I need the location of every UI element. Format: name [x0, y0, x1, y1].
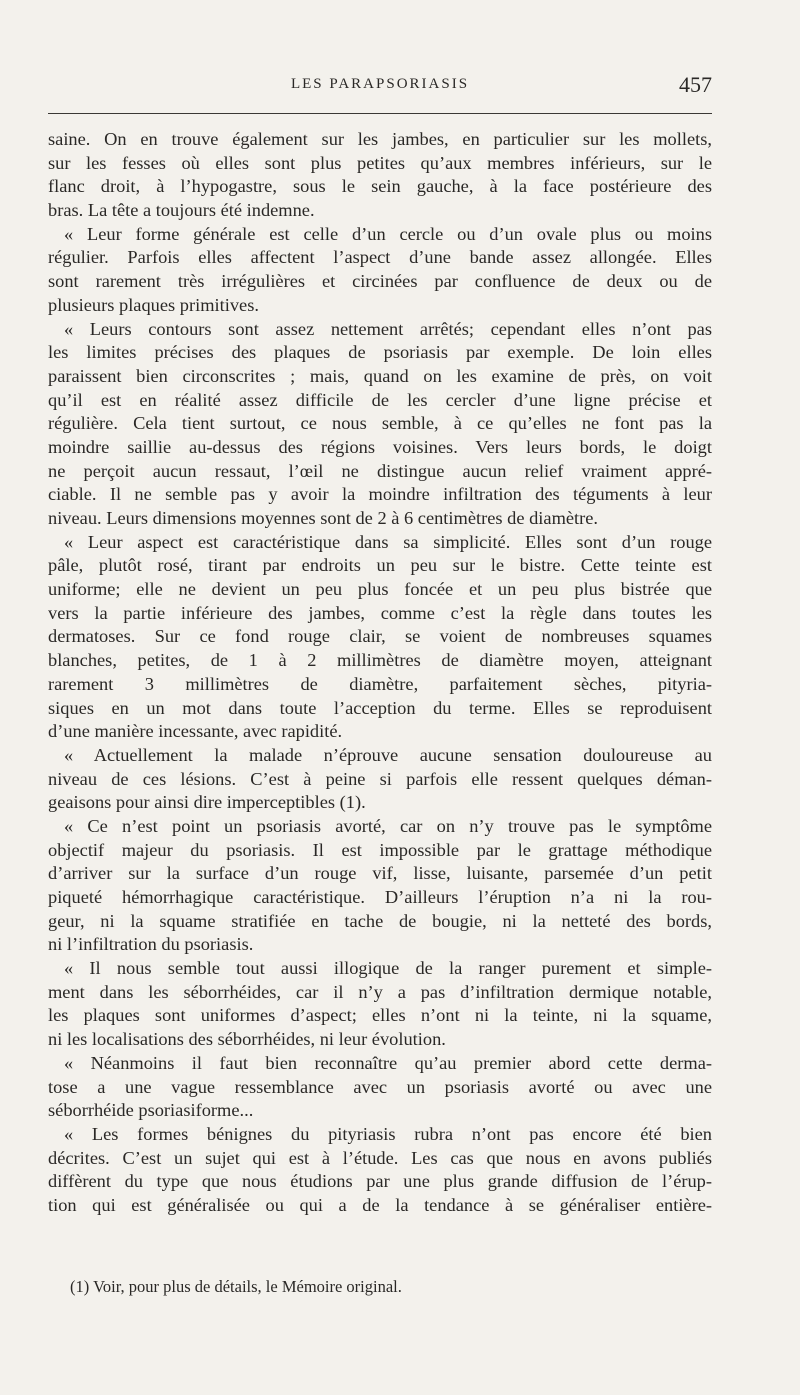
text-line: régulier. Parfois elles affectent l’aspect d’une bande assez allongée. Elles — [48, 247, 712, 268]
text-line: moindre saillie au-dessus des régions voisines. Vers leurs bords, le doigt — [48, 436, 712, 457]
text-line: d’une manière incessante, avec rapidité. — [48, 721, 343, 742]
text-line: qu’il est en réalité assez difficile de les cercler d’une ligne précise et — [48, 389, 712, 410]
text-line: « Néanmoins il faut bien reconnaître qu’au premier abord cette derma- — [64, 1052, 712, 1073]
text-line: ment dans les séborrhéides, car il n’y a pas d’infiltration dermique notable, — [48, 981, 712, 1002]
text-line: rarement 3 millimètres de diamètre, parfaitement sèches, pityria- — [48, 673, 712, 694]
text-line: objectif majeur du psoriasis. Il est impossible par le grattage méthodique — [48, 839, 712, 860]
text-line: « Ce n’est point un psoriasis avorté, car on n’y trouve pas le symptôme — [64, 815, 712, 836]
text-line: flanc droit, à l’hypogastre, sous le sein gauche, à la face postérieure des — [48, 176, 712, 197]
page-number: 457 — [679, 72, 712, 97]
text-line: geaisons pour ainsi dire imperceptibles (1). — [48, 792, 366, 813]
text-line: paraissent bien circonscrites ; mais, quand on les examine de près, on voit — [48, 365, 712, 386]
text-line: diffèrent du type que nous étudions par une plus grande diffusion de l’érup- — [48, 1171, 712, 1192]
text-line: vers la partie inférieure des jambes, comme c’est la règle dans toutes les — [48, 602, 712, 623]
text-line: « Actuellement la malade n’éprouve aucune sensation douloureuse au — [64, 744, 712, 765]
text-line: geur, ni la squame stratifiée en tache de bougie, ni la netteté des bords, — [48, 910, 712, 931]
text-line: d’arriver sur la surface d’un rouge vif, lisse, luisante, parsemée d’un petit — [48, 863, 712, 884]
text-line: pâle, plutôt rosé, tirant par endroits un peu sur le bistre. Cette teinte est — [48, 555, 712, 576]
text-line: sont rarement très irrégulières et circinées par confluence de deux ou de — [48, 271, 712, 292]
text-line: « Leur forme générale est celle d’un cercle ou d’un ovale plus ou moins — [64, 223, 712, 244]
text-line: ni l’infiltration du psoriasis. — [48, 934, 254, 955]
text-line: blanches, petites, de 1 à 2 millimètres de diamètre moyen, atteignant — [48, 650, 712, 671]
running-title: LES PARAPSORIASIS — [290, 76, 470, 92]
text-line: plusieurs plaques primitives. — [48, 294, 259, 315]
text-line: sur les fesses où elles sont plus petites qu’aux membres inférieurs, sur le — [48, 152, 712, 173]
body-text — [48, 128, 712, 1218]
page-header — [48, 72, 712, 102]
text-line: niveau. Leurs dimensions moyennes sont de 2 à 6 centimètres de diamètre. — [48, 508, 599, 528]
text-line: piqueté hémorrhagique caractéristique. D’ailleurs l’éruption n’a ni la rou- — [48, 887, 712, 907]
text-line: les limites précises des plaques de psoriasis par exemple. De loin elles — [48, 342, 712, 363]
footnote: (1) Voir, pour plus de détails, le Mémoire original. — [70, 1277, 402, 1296]
text-line: ciable. Il ne semble pas y avoir la moindre infiltration des téguments à leur — [48, 484, 712, 505]
text-line: uniforme; elle ne devient un peu plus foncée et un peu plus bistrée que — [48, 579, 712, 600]
text-line: tose a une vague ressemblance avec un psoriasis avorté ou avec une — [48, 1076, 712, 1097]
text-line: séborrhéide psoriasiforme... — [48, 1100, 254, 1121]
text-line: décrites. C’est un sujet qui est à l’étude. Les cas que nous en avons publiés — [48, 1147, 712, 1168]
text-line: tion qui est généralisée ou qui a de la tendance à se généraliser entière- — [48, 1194, 712, 1215]
text-line: ni les localisations des séborrhéides, ni leur évolution. — [48, 1029, 446, 1050]
text-line: « Il nous semble tout aussi illogique de la ranger purement et simple- — [64, 958, 712, 979]
text-line: « Les formes bénignes du pityriasis rubra n’ont pas encore été bien — [64, 1123, 712, 1144]
text-line: régulière. Cela tient surtout, ce nous semble, à ce qu’elles ne font pas la — [48, 413, 712, 434]
text-line: les plaques sont uniformes d’aspect; elles n’ont ni la teinte, ni la squame, — [48, 1005, 712, 1026]
header-rule — [48, 113, 712, 114]
text-line: dermatoses. Sur ce fond rouge clair, se voient de nombreuses squames — [48, 626, 712, 647]
text-line: siques en un mot dans toute l’acception du terme. Elles se reproduisent — [48, 697, 712, 718]
text-line: niveau de ces lésions. C’est à peine si parfois elle ressent quelques déman- — [48, 768, 712, 789]
text-line: « Leur aspect est caractéristique dans sa simplicité. Elles sont d’un rouge — [64, 531, 712, 552]
text-line: saine. On en trouve également sur les jambes, en particulier sur les mollets, — [48, 129, 712, 149]
text-line: ne perçoit aucun ressaut, l’œil ne distingue aucun relief vraiment appré- — [48, 460, 712, 481]
text-line: « Leurs contours sont assez nettement arrêtés; cependant elles n’ont pas — [64, 318, 712, 339]
text-line: bras. La tête a toujours été indemne. — [48, 200, 315, 221]
